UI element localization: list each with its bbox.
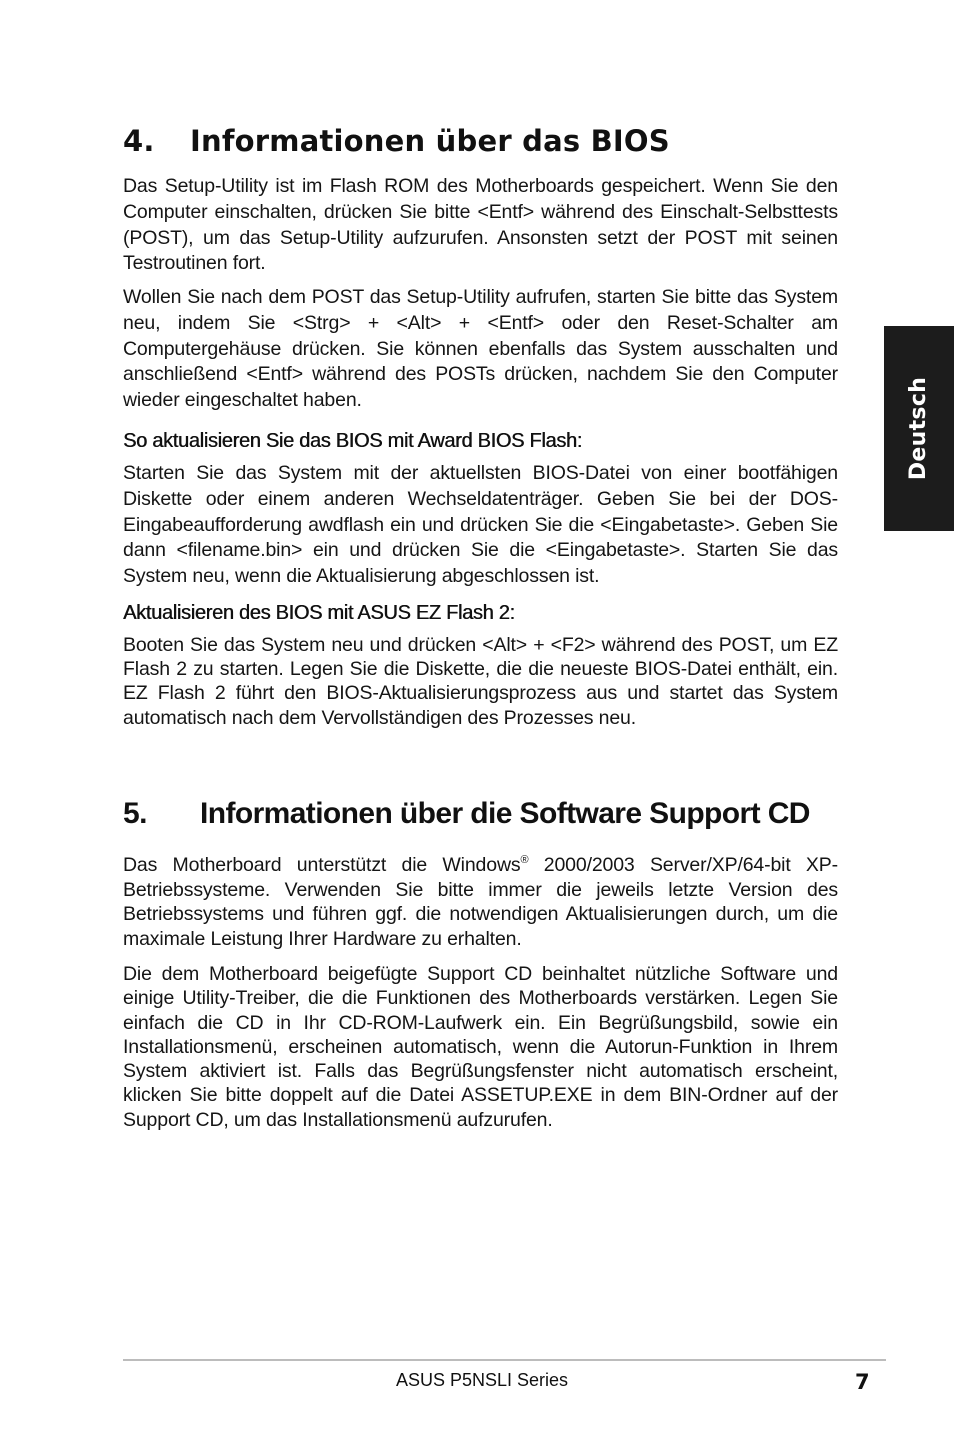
section-4-heading (123, 124, 670, 158)
language-side-tab-label: Deutsch (906, 376, 932, 481)
section-4-paragraph-2: Wollen Sie nach dem POST das Setup-Utility aufrufen, starten Sie bitte das System neu, indem Sie <Strg> + <Alt> + <Entf> oder den Reset-Schalter am Computergehäuse drücken. Sie können ebenfalls das System ausschalten und anschließend <Entf> während des POSTs drücken, nachdem Sie den Computer wieder eingeschaltet haben. (123, 286, 838, 412)
section-4-paragraph-1: Das Setup-Utility ist im Flash ROM des Motherboards gespeichert. Wenn Sie den Computer einschalten, drücken Sie bitte <Entf> während des Einschalt-Selbsttests (POST), um das Setup-Utility aufzurufen. Ansonsten setzt der POST mit seinen Testroutinen fort. (123, 175, 838, 275)
subsection-award-bios-flash-text: Starten Sie das System mit der aktuellsten BIOS-Datei von einer bootfähigen Diskette oder einem anderen Wechseldatenträger. Geben Sie bei der DOS-Eingabeaufforderung awdflash ein und drücken Sie die <Eingabetaste>. Geben Sie dann <filename.bin> ein und drücken Sie die <Eingabetaste>. Starten Sie das System neu, wenn die Aktualisierung abgeschlossen ist. (123, 462, 838, 588)
section-5-paragraph-1-rest: 2000/2003 Server/XP/64-bit XP-Betriebssysteme. Verwenden Sie bitte immer die jeweils letzte Version des Betriebssystems und führen ggf. die notwendigen Aktualisierungen durch, um die maximale Leistung Ihrer Hardware zu erhalten. (123, 854, 838, 950)
page-number: 7 (855, 1370, 870, 1394)
footer-product-name: ASUS P5NSLI Series (395, 1370, 569, 1390)
section-5-paragraph-1-start: Das Motherboard unterstützt die Windows (123, 854, 521, 876)
section-5-heading (123, 797, 810, 831)
language-side-tab (884, 326, 954, 531)
subsection-ez-flash-heading: Aktualisieren des BIOS mit ASUS EZ Flash 2: (123, 602, 515, 624)
section-4-number: 4. (123, 124, 155, 158)
section-4-title: Informationen über das BIOS (190, 124, 670, 158)
registered-mark: ® (520, 854, 529, 866)
subsection-award-bios-flash-heading: So aktualisieren Sie das BIOS mit Award BIOS Flash: (123, 430, 582, 452)
section-5-paragraph-2: Die dem Motherboard beigefügte Support CD beinhaltet nützliche Software und einige Utility-Treiber, die die Funktionen des Motherboards verstärken. Legen Sie einfach die CD in Ihr CD-ROM-Laufwerk ein. Ein Begrüßungsbild, sowie ein Installationsmenü, erscheinen automatisch, wenn die Autorun-Funktion in Ihrem System aktiviert ist. Falls das Begrüßungsfenster nicht automatisch erscheint, klicken Sie bitte doppelt auf die Datei ASSETUP.EXE in dem BIN-Ordner auf der Support CD, um das Installationsmenü aufzurufen. (123, 963, 838, 1131)
subsection-ez-flash-text: Booten Sie das System neu und drücken <Alt> + <F2> während des POST, um EZ Flash 2 zu starten. Legen Sie die Diskette, die die neueste BIOS-Datei enthält, ein. EZ Flash 2 führt den BIOS-Aktualisierungsprozess aus und startet das System automatisch nach dem Vervollständigen des Prozesses neu. (123, 634, 838, 729)
section-5-paragraph-1 (123, 853, 838, 951)
section-5-number: 5. (123, 797, 147, 830)
section-5-title: Informationen über die Software Support CD (200, 797, 810, 830)
footer-divider (123, 1359, 886, 1361)
